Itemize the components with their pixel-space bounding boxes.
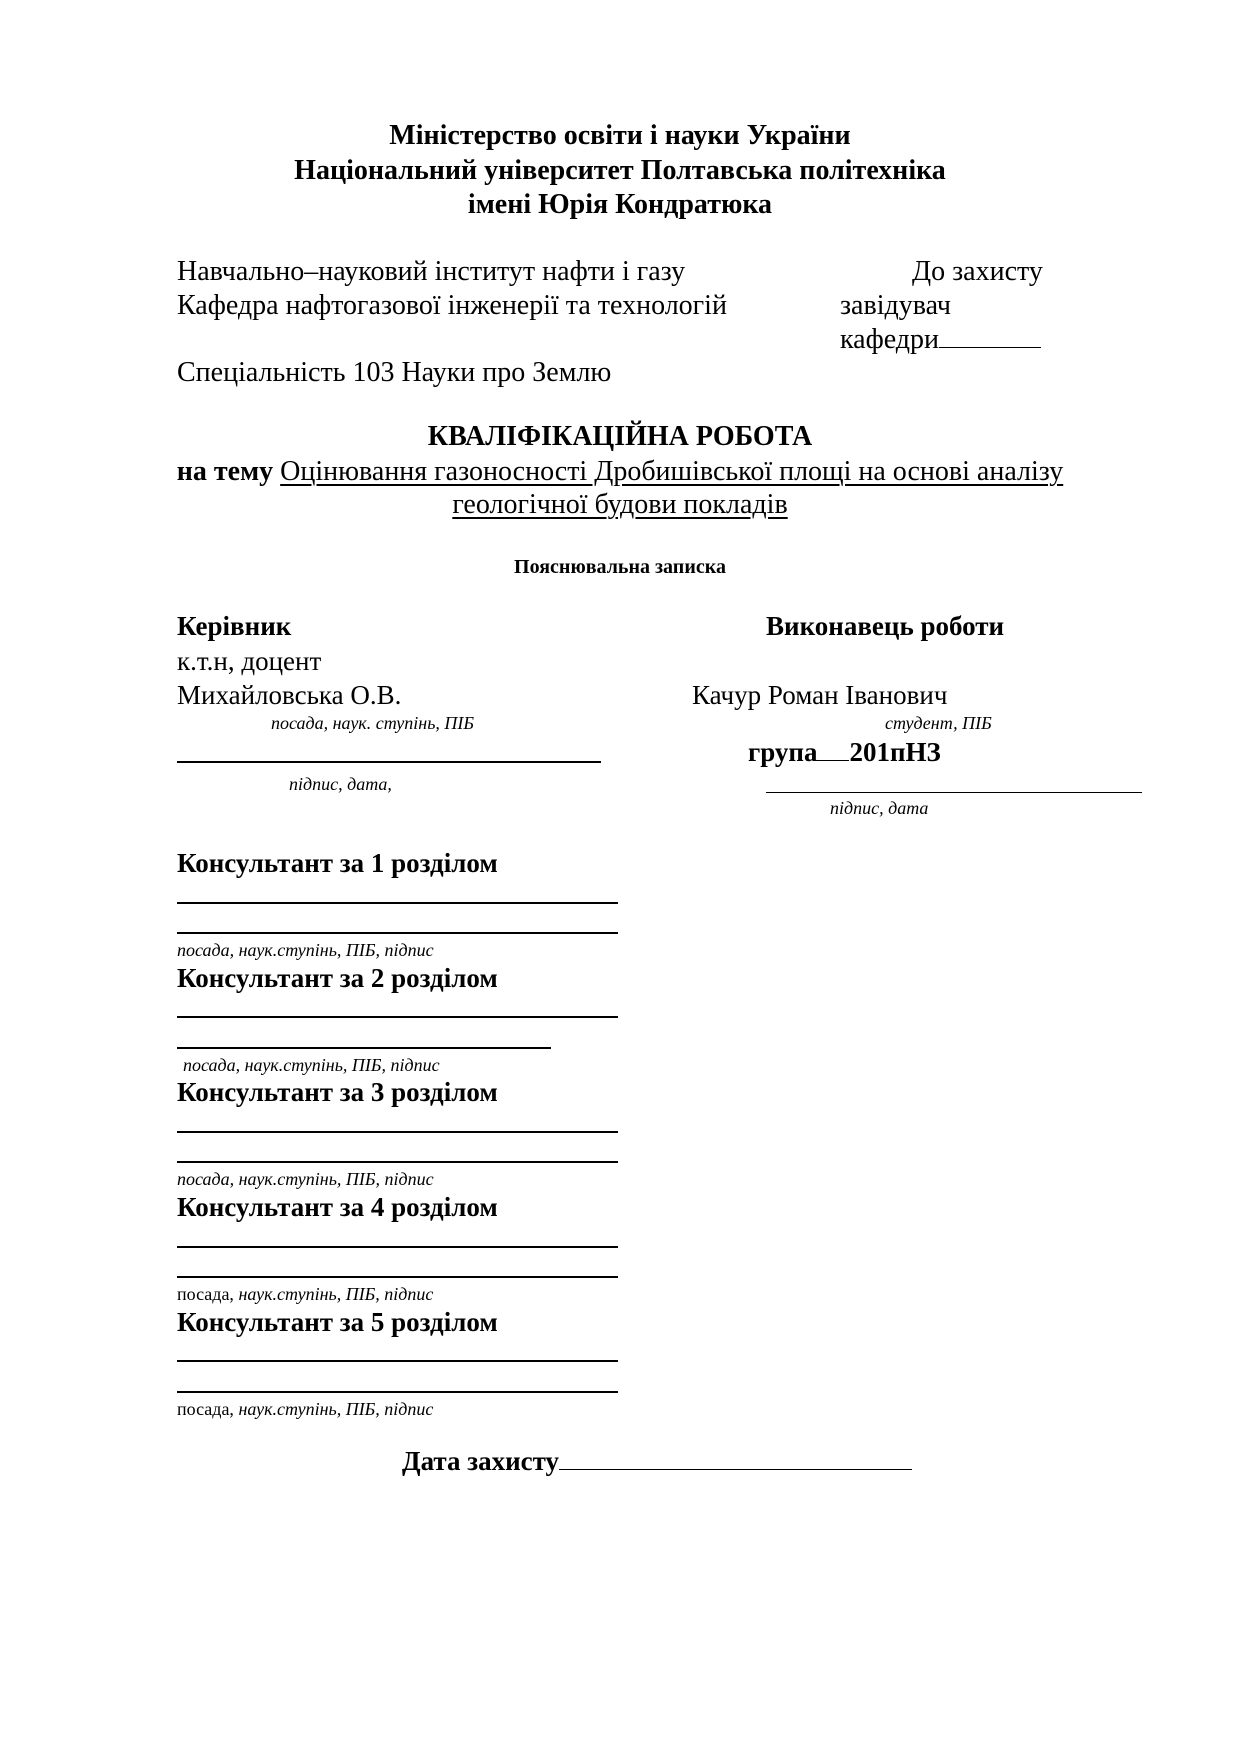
consultant-2-line-1 <box>177 1016 618 1018</box>
consultant-3-caption <box>177 1170 434 1188</box>
group-value: 201пНЗ <box>849 737 941 767</box>
university-named-after: імені Юрія Кондратюка <box>467 189 773 220</box>
consultant-1-caption <box>177 941 434 959</box>
consultant-1-caption-italic: посада, наук.ступінь, ПІБ, підпис <box>177 940 434 960</box>
performer-sign-caption: підпис, дата <box>830 798 929 818</box>
consultant-4-caption-plain: посада, <box>177 1284 239 1304</box>
supervisor-heading: Керівник <box>177 611 292 641</box>
consultant-1-line-2 <box>177 932 618 934</box>
consultant-3-caption-italic: посада, наук.ступінь, ПІБ, підпис <box>177 1169 434 1189</box>
consultant-4-line-1 <box>177 1246 618 1248</box>
topic-prefix: на тему <box>176 456 274 487</box>
consultant-3-heading: Консультант за 3 розділом <box>177 1077 498 1107</box>
specialty-line: Спеціальність 103 Науки про Землю <box>177 357 612 388</box>
head-signature-blank <box>939 347 1041 348</box>
consultant-4-line-2 <box>177 1276 618 1278</box>
supervisor-signature-line <box>177 761 601 763</box>
university-title: Національний університет Полтавська політехніка <box>294 155 946 186</box>
consultant-5-caption-plain: посада, <box>177 1399 239 1419</box>
head-label: завідувач <box>840 290 951 321</box>
supervisor-sign-caption: підпис, дата, <box>289 774 392 794</box>
consultant-5-caption <box>177 1400 433 1418</box>
consultant-2-heading: Консультант за 2 розділом <box>177 963 498 993</box>
performer-heading: Виконавець роботи <box>766 611 1005 641</box>
topic-line-1 <box>0 458 1240 486</box>
consultant-5-caption-italic: наук.ступінь, ПІБ, підпис <box>238 1399 434 1419</box>
performer-group <box>748 739 941 766</box>
consultant-2-line-2 <box>177 1047 551 1049</box>
consultant-1-heading: Консультант за 1 розділом <box>177 848 498 878</box>
consultant-4-caption <box>177 1285 433 1303</box>
performer-caption: студент, ПІБ <box>885 713 992 733</box>
consultant-5-heading: Консультант за 5 розділом <box>177 1307 498 1337</box>
performer-name: Качур Роман Іванович <box>692 680 948 710</box>
group-blank <box>817 760 849 761</box>
institute-line: Навчально–науковий інститут нафти і газу <box>177 256 686 287</box>
topic-text-1: Оцінювання газоносності Дробишівської площі на основі аналізу <box>280 456 1064 487</box>
supervisor-caption: посада, наук. ступінь, ПІБ <box>271 713 474 733</box>
consultant-4-heading: Консультант за 4 розділом <box>177 1192 498 1222</box>
defense-date <box>402 1448 912 1475</box>
consultant-4-caption-italic: наук.ступінь, ПІБ, підпис <box>238 1284 434 1304</box>
supervisor-name: Михайловська О.В. <box>177 680 402 710</box>
performer-signature-line <box>766 792 1142 793</box>
consultant-2-caption <box>183 1056 440 1074</box>
work-heading: КВАЛІФІКАЦІЙНА РОБОТА <box>427 421 813 452</box>
topic-text-2: геологічної будови покладів <box>452 489 788 520</box>
department-signature-line <box>840 326 1041 354</box>
consultant-1-line-1 <box>177 902 618 904</box>
ministry-title: Міністерство освіти і науки України <box>389 120 851 151</box>
explanatory-note-label: Пояснювальна записка <box>514 556 726 578</box>
consultant-3-line-2 <box>177 1161 618 1163</box>
consultant-5-line-1 <box>177 1360 618 1362</box>
department-label: кафедри <box>840 324 940 355</box>
supervisor-degree: к.т.н, доцент <box>177 646 322 676</box>
defense-date-blank <box>559 1469 912 1470</box>
topic-line-2 <box>0 491 1240 519</box>
to-defense-label: До захисту <box>912 256 1043 287</box>
defense-date-label: Дата захисту <box>402 1446 560 1476</box>
consultant-3-line-1 <box>177 1131 618 1133</box>
department-line: Кафедра нафтогазової інженерії та технологій <box>177 290 727 321</box>
consultant-2-caption-italic: посада, наук.ступінь, ПІБ, підпис <box>183 1055 440 1075</box>
group-label: група <box>748 737 818 767</box>
consultant-5-line-2 <box>177 1391 618 1393</box>
